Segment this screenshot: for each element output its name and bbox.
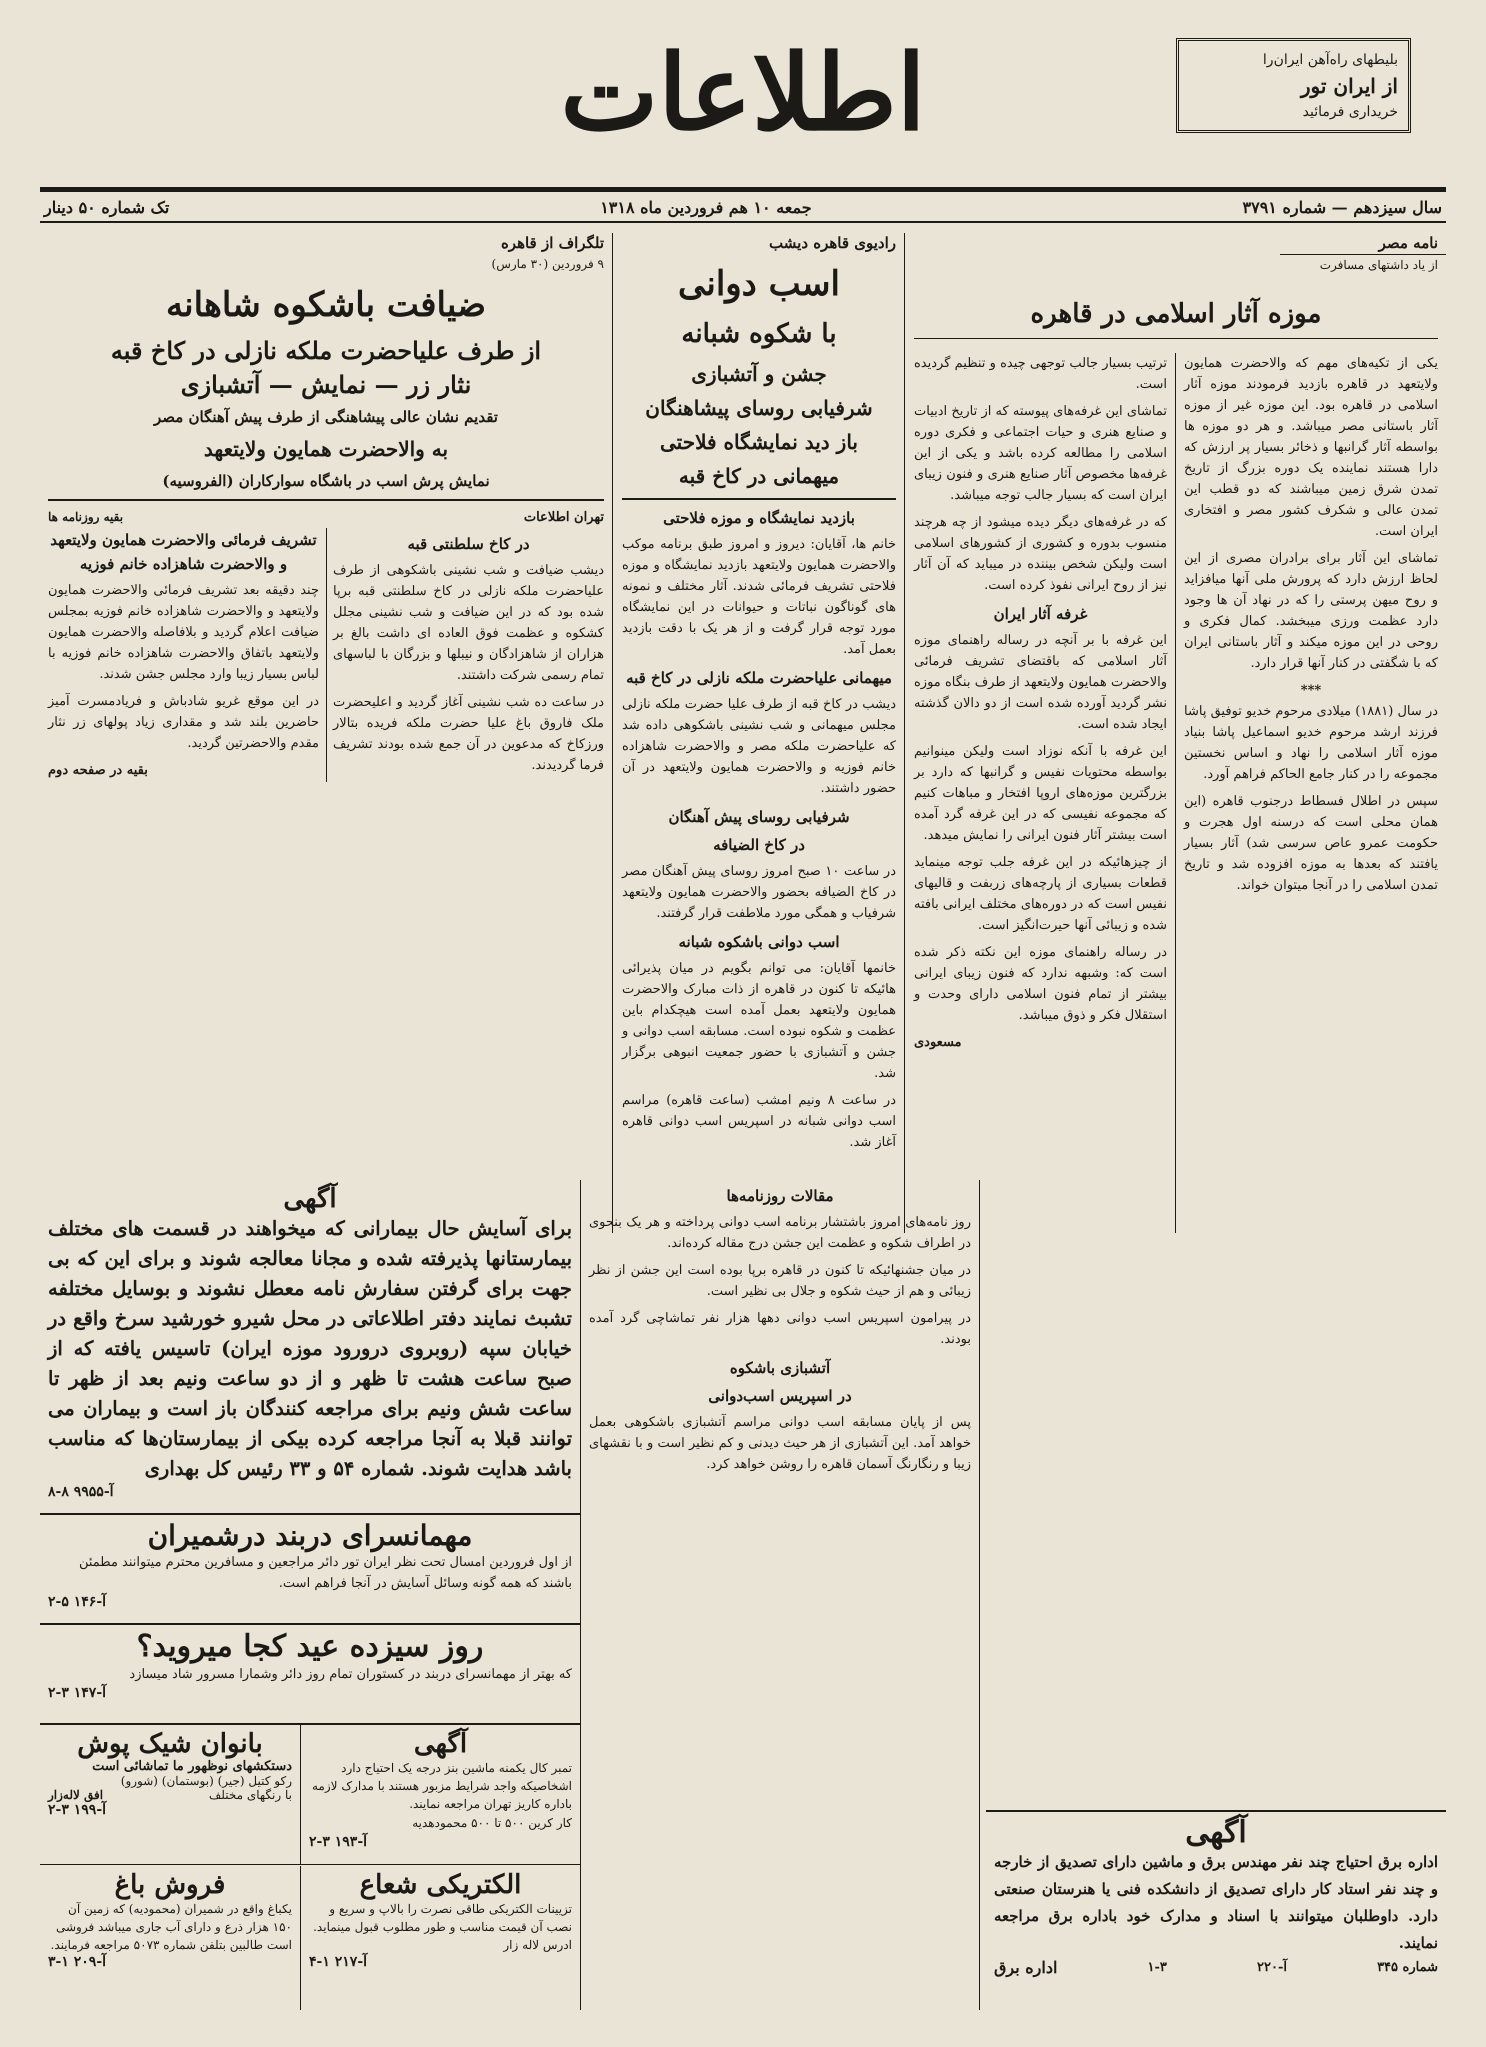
shop-ad-line4: افق لاله‌زار [48, 1788, 104, 1802]
power-ad [986, 1810, 1446, 2010]
museum-b-p3: که در غرفه‌های دیگر دیده میشود از چه هرچند منسوب بدوره و کشوری از کشورهای اسلامی است ولیکن شخص بیننده در میباید که آن آثار نیز از روح ایرانی نفوذ کرده است. [914, 515, 1167, 593]
museum-p3: در سال (۱۸۸۱) میلادی مرحوم خدیو توفیق پاشا فرزند ارشد مرحوم خدیو اسماعیل پاشا بنیاد موزه آثار اسلامی را نهاد و اساس نخستین مجموعه را در کنار جامع الحاکم فراهم آورد. [1184, 704, 1439, 782]
radio-p8: در پیرامون اسپریس اسب دوانی دهها هزار نفر تماشاچی گرد آمده بودند. [589, 1311, 971, 1347]
power-ad-code1: شماره ۳۴۵ [1377, 1960, 1438, 1975]
electric-ad-title: الکتریکی شعاع [359, 1870, 522, 1900]
newspaper-title: اطلاعات [560, 31, 926, 154]
health-ad [40, 1180, 580, 1515]
museum-rule [914, 338, 1438, 339]
issue-info: سال سیزدهم — شماره ۳۷۹۱ [1242, 198, 1442, 217]
telegraph-p2: در ساعت ده شب نشینی آغاز گردید و اعلیحضرت ملک فاروق باغ علیا حضرت ملکه فریده بتالار ورزکاخ که مدعوین در آن جمع شده بودند تشریف فرما گردیدند. [333, 695, 604, 773]
machine-ad-body: تمبر کال یکمنه ماشین بنز درجه یک احتیاج دارد اشخاصیکه واجد شرایط مزبور هستند با مدارک لازمه باداره کاریز تهران مراجعه نمایند. [312, 1761, 572, 1811]
radio-sub4: اسب دوانی باشکوه شبانه [678, 933, 840, 951]
issue-date: جمعه ۱۰ هم فروردین ماه ۱۳۱۸ [600, 198, 812, 217]
hotel-ad-body: از اول فروردین امسال تحت نظر ایران تور دائر مراجعین و مسافرین محترم میتوانند مطمئن باشند که همه گونه وسائل آسایش در آنجا فراهم است. [78, 1555, 572, 1591]
radio-p7: در میان جشنهائیکه تا کنون در قاهره برپا بوده است این جشن از نظر زیبائی و هم از حیث شکوه و جلال بی نظیر است. [589, 1263, 971, 1299]
telegraph-h3: نثار زر — نمایش — آتشبازی [180, 370, 472, 399]
persian-gallery-heading: غرفه آثار ایران [993, 605, 1088, 623]
museum-p2: تماشای این آثار برای برادران مصری از این لحاظ ارزش دارد که پرورش ملی آنها میافزاید و روح میهن پرستی را که در نهاد آن ها وجود دارد عظمت ورزی میبخشد. کمال فکری و روحی در این موزه میکند و آثار باستانی ایران که با شگفتی در کنار آنها قرار دارد. [1184, 551, 1438, 671]
telegraph-sub1: تهران اطلاعات [523, 510, 604, 525]
lower-middle [580, 1180, 980, 2010]
electric-ad-code: آ-۲۱۷ ۱-۴ [309, 1954, 368, 1970]
radio-sub5: مقالات روزنامه‌ها [726, 1187, 834, 1205]
telegraph-p1: دیشب ضیافت و شب نشینی باشکوهی از طرف علیاحضرت ملکه نازلی در کاخ سلطنتی قبه برپا شده بود که در این ضیافت و شب نشینی مجلل کشکوه و عظمت فوق العاده ای داشت بالغ بر هزاران از شاهزادگان و نیبلها و بزرگان با لباسهای تمام رسمی شرکت داشتند. [333, 563, 604, 683]
radio-p4: خانمها آقایان: می توانم بگویم در میان پذیرائی هائیکه تا کنون در قاهره از ذات مبارک والاحضرت همایون ولایتعهد بعمل آمده است هیچکدام باین عظمت و شکوه نبوده است. مسابقه اسب دوانی و جشن و آتشبازی با حضور جمعیت انبوهی برگزار شد. [622, 961, 896, 1081]
masthead [40, 30, 1446, 155]
museum-kicker: نامه مصر [1378, 234, 1438, 252]
shop-ad-row [48, 1788, 292, 1802]
power-ad-body: اداره برق احتیاج چند نفر مهندس برق و ماشین دارای تصدیق از خارجه و چند نفر استاد کار دارای تصدیق از دانشکده فنی یا هنرستان صنعتی دارد. داوطلبان میتوانند با اسناد و مدارک خود باداره برق مراجعه نمایند. [994, 1853, 1438, 1952]
power-ad-footer [994, 1957, 1438, 1978]
radio-h2: با شکوه شبانه [681, 319, 837, 349]
hotel-ad-title: مهمانسرای دربند درشمیران [147, 1519, 473, 1552]
telegraph-sub2: در کاخ سلطنتی قبه [407, 535, 530, 553]
radio-sub6b: در اسپریس اسب‌دوانی [708, 1387, 852, 1405]
power-ad-title: آگهی [1185, 1815, 1247, 1850]
museum-col-divider [1175, 353, 1176, 1233]
radio-h1: اسب دوانی [678, 264, 840, 304]
radio-h5: باز دید نمایشگاه فلاحتی [660, 430, 858, 454]
museum-kicker-sub: از یاد داشتهای مسافرت [1280, 254, 1446, 276]
telegraph-h1: ضیافت باشکوه شاهانه [165, 285, 487, 325]
hotel-ad-code: آ-۱۴۶ ۵-۲ [48, 1594, 107, 1610]
lower-right [986, 1180, 1446, 2010]
telegraph-kicker: تلگراف از قاهره [500, 234, 604, 252]
museum-signature: مسعودی [914, 1035, 962, 1050]
power-ad-code3: ۱-۳ [1147, 1960, 1167, 1975]
lower-left [40, 1180, 580, 2010]
telegraph-h4: تقدیم نشان عالی پیشاهنگی از طرف پیش آهنگان مصر [154, 408, 498, 426]
museum-b-p2: تماشای این غرفه‌های پیوسته که از تاریخ ادبیات و صنایع هنری و حیات اجتماعی و فکری دوره اسلامی را مطالعه کرده باشد و یکی از این غرفه‌ها مخصوص آثار صنایع هنری و فنون زیبای ایران است که بسیار جالب توجه میباشد. [914, 404, 1167, 503]
museum-p1: یکی از تکیه‌های مهم که والاحضرت همایون ولایتعهد در قاهره بازدید فرمودند موزه آثار اسلامی در قاهره بود. این موزه غیر از موزه آثار باستانی مصر میباشد. و هر دو موزه ها بواسطه آثار گرانبها و ذخائر بسیار پر ارزش که دارا هستند نماینده یک دوره بزرگ از تاریخ تمدن شرق زمین میباشند که دو قطب این تمدن عالی و شکرف کشور مصر و افتخاری ایران است. [1184, 356, 1438, 539]
thirteenth-ad [40, 1625, 580, 1725]
machine-ad-code: آ-۱۹۳ ۳-۲ [309, 1834, 368, 1850]
radio-sub3: شرفیابی روسای پیش آهنگان [668, 808, 850, 826]
radio-p5: در ساعت ۸ ونیم امشب (ساعت قاهره) مراسم اسب دوانی شبانه در اسپریس اسب دوانی قاهره آغاز شد. [622, 1093, 896, 1150]
telegraph-date: ۹ فروردین (۳۰ مارس) [491, 257, 604, 271]
radio-sub6: آتشبازی باشکوه [729, 1359, 831, 1377]
machine-ad [300, 1725, 580, 1865]
lower-section [40, 1180, 1446, 2010]
radio-p9: پس از پایان مسابقه اسب دوانی مراسم آتشبازی باشکوهی بعمل خواهد آمد. این آتشبازی از هر حیث دیدنی و کم نظیر است و با نقشهای زیبا و رنگارنگ آسمان قاهره را روشن خواهد کرد. [589, 1415, 971, 1472]
museum-b-p7: در رساله راهنمای موزه این نکته ذکر شده است که: وشبهه ندارد که فنون زیبای ایرانی بیشتر از تمام فنون اسلامی دارای وحدت و استقلال فکر و ذوق میباشد. [914, 945, 1167, 1023]
telegraph-sub1b: بقیه روزنامه ها [48, 510, 124, 524]
hotel-ad [40, 1515, 580, 1625]
thirteenth-ad-code: آ-۱۴۷ ۳-۲ [48, 1685, 107, 1701]
radio-article [614, 233, 904, 1233]
garden-ad-code: آ-۲۰۹ ۱-۳ [48, 1954, 107, 1970]
shop-ad-title: بانوان شیک پوش [77, 1729, 263, 1759]
machine-ad-title: آگهی [413, 1729, 468, 1759]
divider-2 [612, 233, 613, 1233]
radio-h4: شرفیابی روسای پیشاهنگان [645, 396, 873, 420]
thirteenth-ad-title: روز سیزده عید کجا میروید؟ [136, 1629, 484, 1664]
garden-ad-body: یکباغ واقع در شمیران (محمودیه) که زمین آن ۱۵۰ هزار ذرع و دارای آب جاری میباشد فروشی است طالبین بتلفن شماره ۵۰۷۳ مراجعه فرمایند. [50, 1902, 292, 1952]
health-ad-body: برای آسایش حال بیمارانی که میخواهند در قسمت های مختلف بیمارستانها پذیرفته شده و مجانا معالجه شوند و برای این که بی جهت برای گرفتن سفارش نامه معطل نشوند و بوسایل مختلفه تشبث نمایند دفتر اطلاعاتی در محل شیرو خورشید سرخ واقع در خیابان سپه (روبروی درورود موزه ایران) تاسیس یافته که از صبح ساعت هشت تا ظهر و از دو ساعت ونیم بعد از ظهر تا ساعت شش ونیم برای مراجعه کنندگان باز است و بیماران می توانند قبلا به آنجا مراجعه کرده بیکی از بیمارستان‌ها که مناسب باشد هدایت شوند. شماره ۵۴ و ۳۳ رئیس کل بهداری [48, 1217, 572, 1480]
telegraph-p4: در این موقع غریو شادباش و فریادمسرت آمیز حاضرین بلند شد و مقداری زیاد پولهای زر نثار مقدم والاحضرتین گردید. [48, 694, 319, 751]
power-ad-sign: اداره برق [994, 1958, 1058, 1977]
telegraph-more: بقیه در صفحه دوم [48, 763, 148, 778]
garden-ad [40, 1866, 300, 2010]
radio-p1: خانم ها، آقایان: دیروز و امروز طبق برنامه موکب والاحضرت همایون ولایتعهد بازدید نمایشگاه و موزه فلاحتی تشریف فرمائی شدند. آثار مختلف و نمونه های گوناگون نباتات و حیوانات در این نمایشگاه مورد توجه قرار گرفت و از هر یک با دقت بازدید بعمل آمد. [622, 537, 896, 657]
museum-b-p1: ترتیب بسیار جالب توجهی چیده و تنظیم گردیده است. [914, 356, 1167, 392]
health-ad-code: آ-۹۹۵۵ ۸-۸ [48, 1484, 114, 1500]
dateline [40, 192, 1446, 223]
telegraph-h2: از طرف علیاحضرت ملکه نازلی در کاخ قبه [110, 336, 542, 365]
museum-b-p4: این غرفه با بر آنچه در رساله راهنمای موزه آثار اسلامی که باقتضای تشریف فرمائی والاحضرت همایون ولایتعهد از طرف بنگاه موزه نشر گردید آورده شده است از دو دالان گذشته ایجاد شده است. [914, 633, 1167, 732]
divider-1 [904, 233, 905, 1233]
garden-ad-title: فروش باغ [114, 1870, 226, 1900]
telegraph-sub1-row [48, 507, 604, 528]
radio-sub3b: در کاخ الضیافه [713, 836, 805, 854]
issue-price: تک شماره ۵۰ دینار [44, 198, 170, 217]
iran-tour-line2: از ایران تور [1300, 74, 1398, 98]
radio-p6: روز نامه‌های امروز باشتشار برنامه اسب دوانی پرداخته و هر یک بنحوی در اطراف شکوه و عظمت این جشن درج مقاله کرده‌اند. [589, 1215, 971, 1251]
museum-col-a [1176, 353, 1446, 902]
thirteenth-ad-body: که بهتر از مهمانسرای دربند در کستوران تمام روز دائر وشمارا مسرور شاد میسازد [129, 1667, 572, 1682]
radio-sub2: میهمانی علیاحضرت ملکه نازلی در کاخ قبه [626, 669, 892, 687]
radio-h6: میهمانی در کاخ قبه [678, 464, 840, 488]
museum-article [906, 233, 1446, 1233]
telegraph-body [48, 528, 604, 782]
radio-p3: در ساعت ۱۰ صبح امروز روسای پیش آهنگان مصر در کاخ الضیافه بحضور والاحضرت همایون ولایتعهد شرفیاب و همگی مورد ملاطفت قرار گرفتند. [622, 864, 896, 921]
telegraph-article [40, 233, 612, 1233]
radio-h3: جشن و آتشبازی [691, 362, 827, 386]
telegraph-h6: نمایش پرش اسب در باشگاه سوارکاران (الفروسیه) [162, 472, 490, 490]
radio-sub1: بازدید نمایشگاه و موزه فلاحتی [663, 509, 855, 527]
museum-col-b [906, 353, 1175, 1053]
radio-p2: دیشب در کاخ قبه از طرف علیا حضرت ملکه نازلی مجلس میهمانی و شب نشینی باشکوهی داده شد که علیاحضرت ملکه مصر و والاحضرت شاهزاده خانم فوزیه و والاحضرت همایون ولایتعهد در آن حضور داشتند. [622, 697, 896, 796]
shop-ad-line2: رکو کتیل (جیر) (بوستمان) (شورو) [120, 1774, 292, 1788]
power-ad-code2: آ-۲۲۰ [1256, 1960, 1287, 1975]
telegraph-sub3: تشریف فرمائی والاحضرت همایون ولایتعهد و والاحضرت شاهزاده خانم فوزیه [50, 531, 317, 573]
upper-section [40, 233, 1446, 1233]
radio-rule [622, 498, 896, 500]
iran-tour-line3: خریداری فرمائید [1302, 104, 1398, 120]
telegraph-h5: به والاحضرت همایون ولایتعهد [203, 437, 449, 461]
iran-tour-line1: بلیطهای راه‌آهن ایران‌را [1262, 52, 1398, 68]
museum-p4: سپس در اطلال فسطاط درجنوب قاهره (این همان محلی است که درسنه اول هجرت و حکومت عمرو عاص سرسی شد) آثار بسیار یافتند که بعدها به موزه افزوده شد و تاریخ تمدن اسلامی را در آنجا میتوان خواند. [1184, 794, 1438, 893]
museum-b-p6: از چیزهائیکه در این غرفه جلب توجه مینماید قطعات بسیاری از پارچه‌های زربفت و قالیهای نفیس است که در دوره‌های مختلف ایرانی بافته شده و زیبائی آنها حیرت‌انگیز است. [914, 855, 1167, 933]
shop-ad-code: آ-۱۹۹ ۳-۲ [48, 1802, 107, 1818]
museum-headline: موزه آثار اسلامی در قاهره [1030, 299, 1322, 329]
electric-ad-body: تزیینات الکتریکی طاقی نصرت را بالاپ و سریع و نصب آن قیمت مناسب و طور مطلوب قبول مینماید. ادرس لاله زار [313, 1902, 572, 1952]
machine-ad-price: کار کرین ۵۰۰ تا ۵۰۰ محمودهدیه [412, 1816, 572, 1830]
health-ad-title: آگهی [283, 1184, 337, 1214]
museum-sep: *** [1300, 683, 1322, 698]
electric-ad [300, 1866, 580, 2010]
radio-kicker: رادیوی قاهره دیشب [769, 234, 896, 252]
iran-tour-ad-box [1176, 38, 1411, 133]
telegraph-rule [48, 499, 604, 501]
shop-ad-line1: دستکشهای نوظهور ما تماشائی است [92, 1759, 292, 1774]
shop-ad-line3: با رنگهای مختلف [208, 1788, 292, 1802]
small-ads-grid [40, 1725, 580, 2010]
telegraph-p3: چند دقیقه بعد تشریف فرمائی والاحضرت همایون ولایتعهد و والاحضرت شاهزاده خانم فوزیه بمجلس ضیافت اعلام گردید و بلافاصله والاحضرت همایون ولایتعهد باتفاق والاحضرت شاهزاده خانم فوزیه با لباس بسیار زیبا وارد مجلس جشن شدند. [48, 583, 319, 682]
museum-b-p5: این غرفه با آنکه نوزاد است ولیکن مینوانیم بواسطه محتویات نفیس و گرانبها که دارد بر بزرگترین موزه‌های اروپا افتخار و مباهات کنیم که مجموعه نفیسی که در این غرفه گرد آمده است بیشتر آثار فنون ایرانی را نمایش میدهد. [914, 744, 1167, 843]
shop-ad [40, 1725, 300, 1865]
